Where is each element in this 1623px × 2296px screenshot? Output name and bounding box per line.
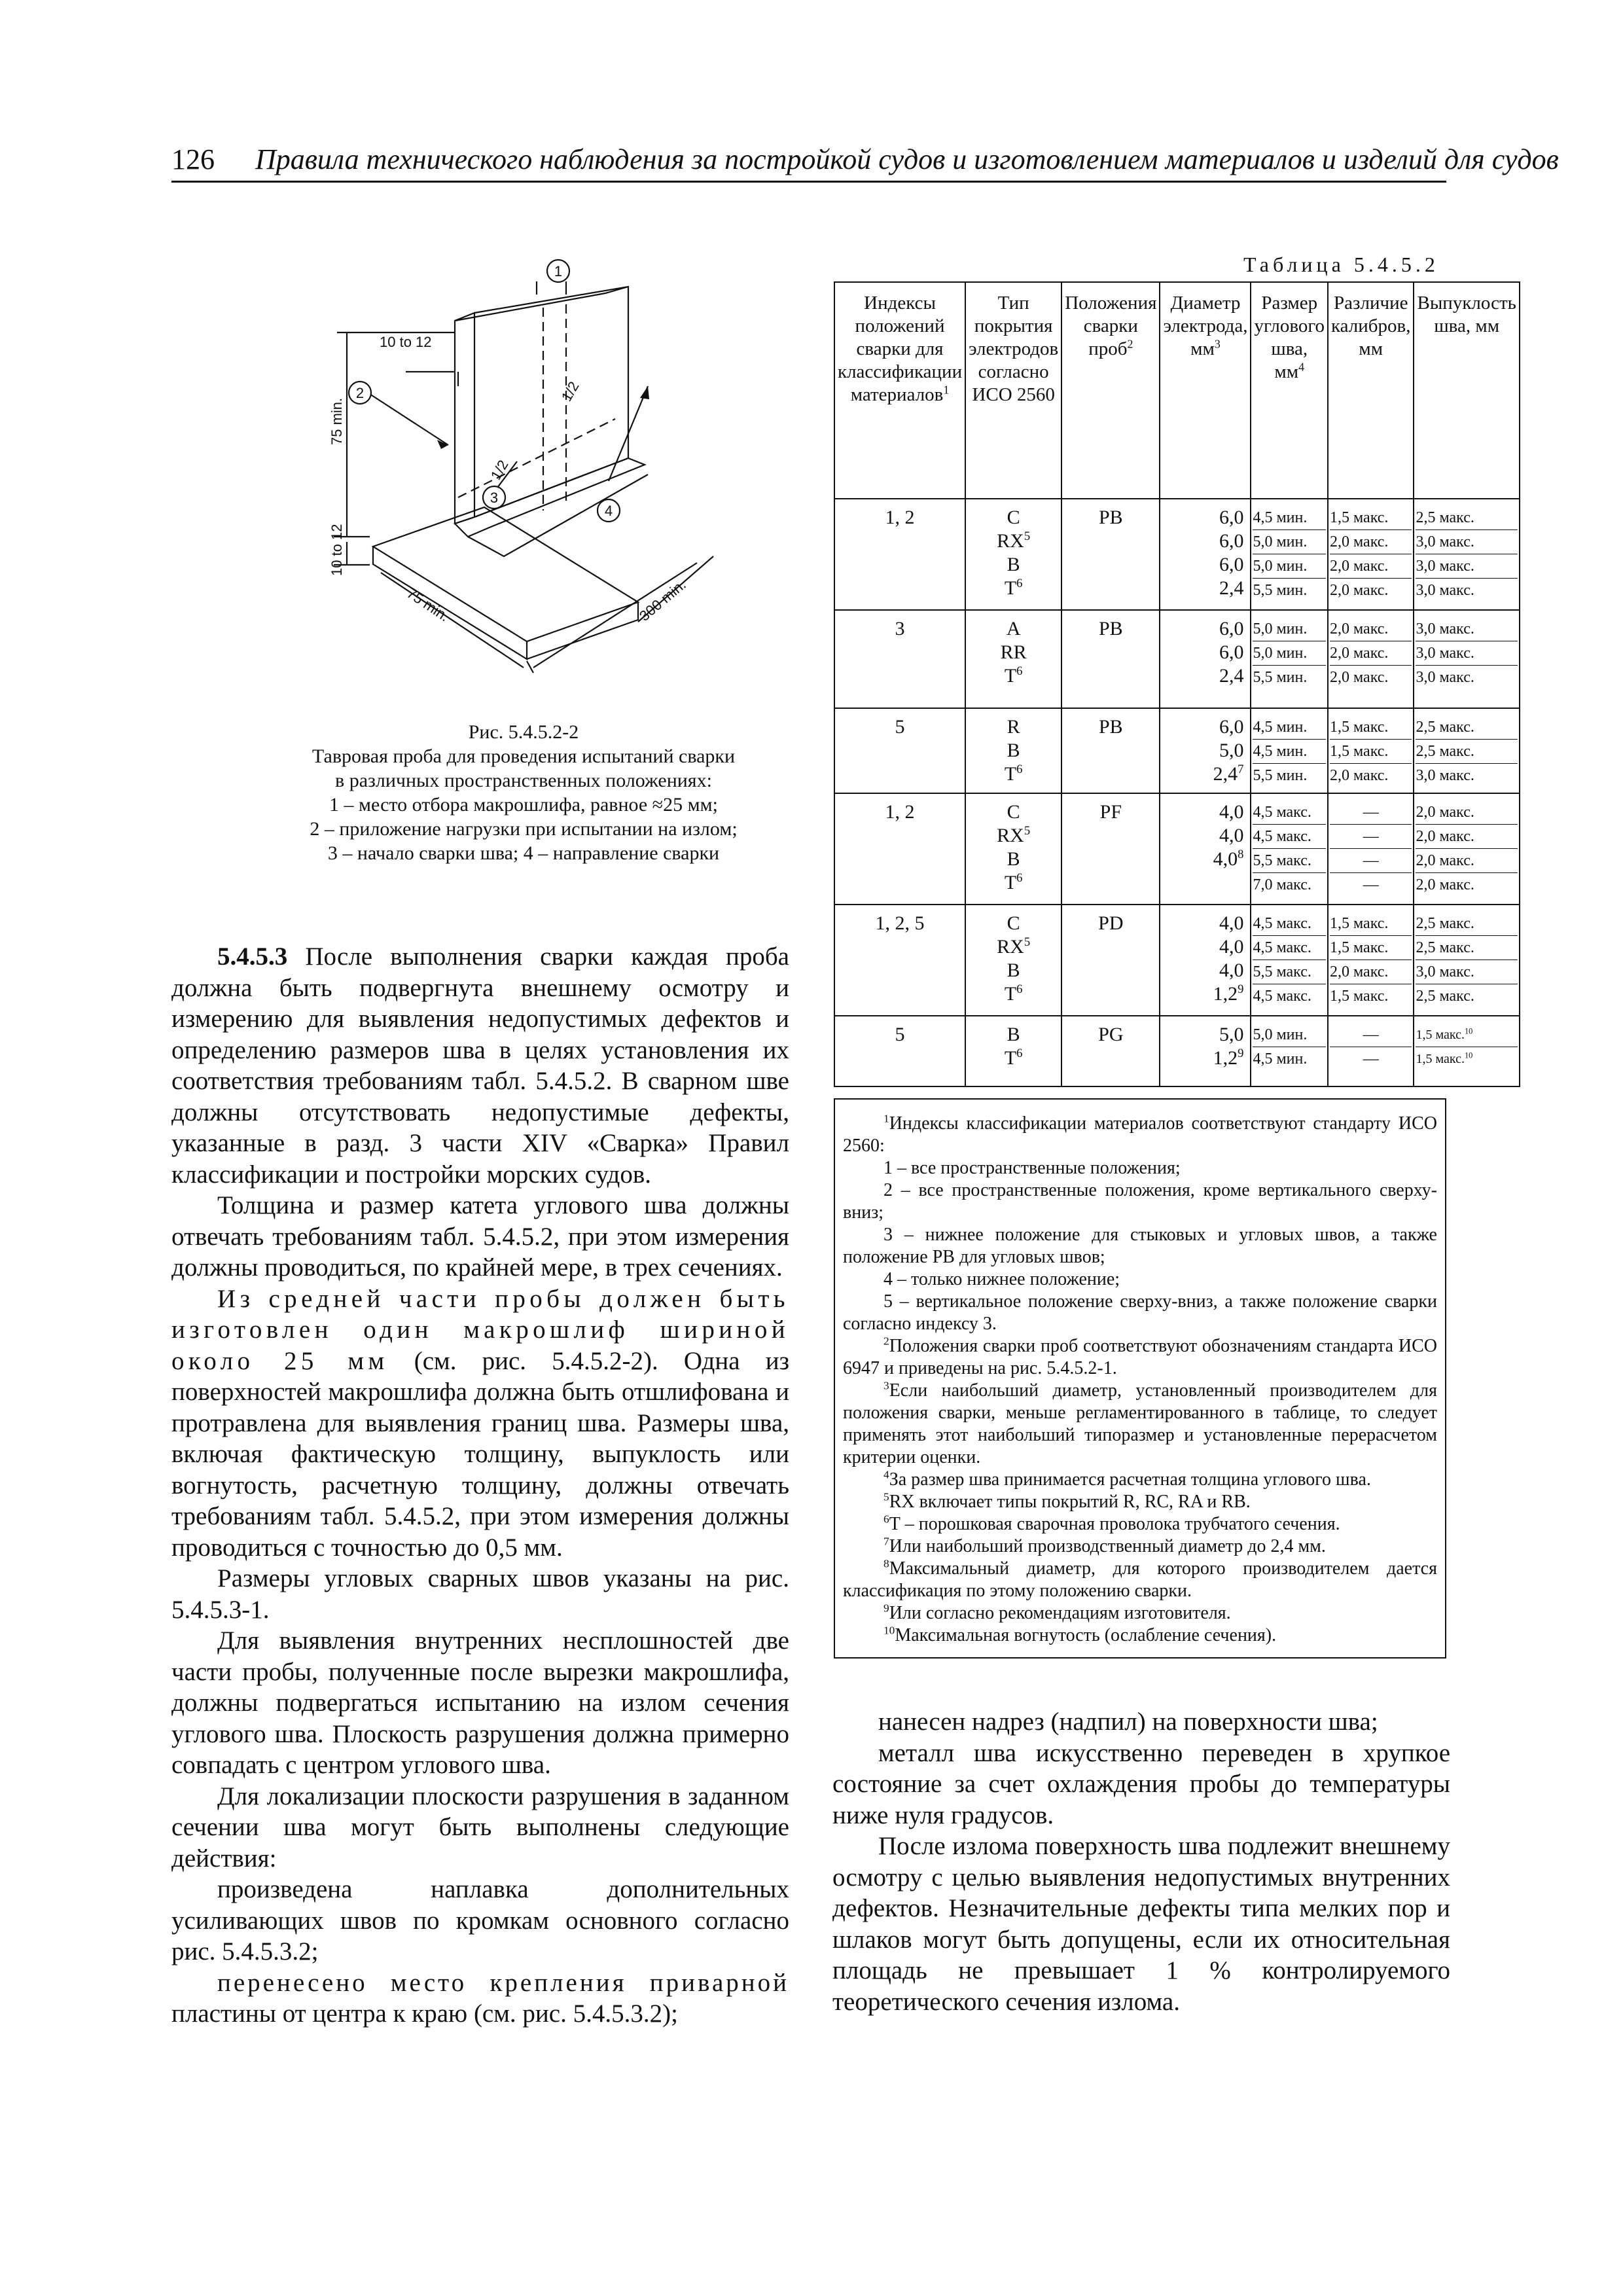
cell-convexity: 2,5 макс. 2,5 макс. 3,0 макс. — [1414, 708, 1519, 793]
cell-convexity: 2,0 макс. 2,0 макс. 2,0 макс. 2,0 макс. — [1414, 793, 1519, 905]
tee-joint-figure — [308, 249, 792, 694]
footnote: $^3$Если наибольший диаметр, установленный производителем для положения сварки, меньше регламентированного в таблице, то следует применять этот наибольший типоразмер и установленные перерасчетом критерии оценки. — [843, 1379, 1437, 1467]
cell-size: 4,5 мин. 5,0 мин. 5,0 мин. 5,5 мин. — [1251, 499, 1328, 610]
cell-diameter: 5,0 $1,2^9$ — [1160, 1016, 1251, 1086]
table-row — [834, 708, 1520, 793]
footnote: 1 – все пространственные положения; — [883, 1158, 1181, 1178]
cell-index: 1, 2 — [834, 793, 965, 905]
paragraph: произведена наплавка дополнительных усиливающих швов по кромкам основного согласно рис. 5.4.5.3.2; — [171, 1875, 789, 1965]
welding-spec-table — [834, 281, 1520, 1087]
cell-convexity: 2,5 макс. 2,5 макс. 3,0 макс. 2,5 макс. — [1414, 905, 1519, 1016]
cell-types: C $RX^5$ B $T^6$ — [965, 905, 1061, 1016]
paragraph: Из средней части пробы должен быть изготовлен один макрошлиф шириной около 25 мм (см. рис. 5.4.5.2-2). Одна из поверхностей макрошлифа должна быть отшлифована и протравлена для выявления границ шва. Размеры шва, включая фактическую толщину, выпуклость или вогнутость, расчетную толщину, должны отвечать требованиям табл. 5.4.5.2, при этом измерения должны проводиться с точностью до 0,5 мм. — [171, 1284, 789, 1562]
cell-diameter: 4,0 4,0 $4,0^8$ — [1160, 793, 1251, 905]
header-cell: Выпуклость шва, мм — [1414, 282, 1519, 499]
paragraph: После излома поверхность шва подлежит внешнему осмотру с целью выявления недопустимых внутренних дефектов. Незначительные дефекты типа мелких пор и шлаков могут быть допущены, если их относительная площадь не превышает 1 % контролируемого теоретического сечения излома. — [832, 1832, 1450, 2016]
table-row — [834, 1016, 1520, 1086]
cell-index: 5 — [834, 1016, 965, 1086]
cell-size: 4,5 мин. 4,5 мин. 5,5 мин. — [1251, 708, 1328, 793]
caption-line: 2 – приложение нагрузки при испытании на излом; — [310, 818, 738, 840]
cell-position: PF — [1061, 793, 1160, 905]
paragraph: Для выявления внутренних несплошностей две части пробы, полученные после вырезки макрошлифа, должны подвергаться испытанию на излом сечения углового шва. Плоскость разрушения должна примерно совпадать с центром углового шва. — [171, 1626, 789, 1779]
cell-size: 5,0 мин. 5,0 мин. 5,5 мин. — [1251, 610, 1328, 708]
cell-size: 4,5 макс. 4,5 макс. 5,5 макс. 7,0 макс. — [1251, 793, 1328, 905]
cell-index: 1, 2 — [834, 499, 965, 610]
cell-size: 5,0 мин. 4,5 мин. — [1251, 1016, 1328, 1086]
table-row — [834, 793, 1520, 905]
footnote: $^2$Положения сварки проб соответствуют обозначениям стандарта ИСО 6947 и приведены на рис. 5.4.5.2-1. — [843, 1335, 1437, 1378]
header-rule — [171, 181, 1446, 183]
dim-300min: 300 min. — [636, 576, 689, 624]
running-title: Правила технического наблюдения за постройкой судов и изготовлением материалов и изделий для судов — [255, 143, 1559, 175]
caption-line: 1 – место отбора макрошлифа, равное ≈25 мм; — [329, 794, 718, 816]
cell-position: PG — [1061, 1016, 1160, 1086]
table-header-row — [834, 282, 1520, 499]
paragraph: металл шва искусственно переведен в хрупкое состояние за счет охлаждения пробы до температуры ниже нуля градусов. — [832, 1738, 1450, 1829]
table-footnotes — [834, 1098, 1446, 1659]
cell-types: R B $T^6$ — [965, 708, 1061, 793]
paragraph: 5.4.5.3 После выполнения сварки каждая проба должна быть подвергнута внешнему осмотру и измерению для выявления недопустимых дефектов и определению размеров шва в целях установления их соответствия требованиям табл. 5.4.5.2. В сварном шве должны отсутствовать недопустимые дефекты, указанные в разд. 3 части XIV «Сварка» Правил классификации и постройки морских судов. — [171, 942, 789, 1189]
paragraph: нанесен надрез (надпил) на поверхности шва; — [878, 1708, 1378, 1736]
cell-types: C $RX^5$ B $T^6$ — [965, 793, 1061, 905]
cell-diameter: 6,0 6,0 6,0 2,4 — [1160, 499, 1251, 610]
caption-line: Тавровая проба для проведения испытаний сварки — [312, 745, 736, 767]
cell-position: PB — [1061, 708, 1160, 793]
header-cell: Диаметр электрода, $мм^3$ — [1160, 282, 1251, 499]
dim-10to12-side: 10 to 12 — [329, 524, 345, 576]
header-cell: Индексы положений сварки для классификации материалов$^1$ — [834, 282, 965, 499]
header-cell: Тип покрытия электродов согласно ИСО 2560 — [965, 282, 1061, 499]
cell-types: A RR $T^6$ — [965, 610, 1061, 708]
cell-diff: 1,5 макс. 1,5 макс. 2,0 макс. 1,5 макс. — [1328, 905, 1414, 1016]
footnote: 3 – нижнее положение для стыковых и угловых швов, а также положение PB для угловых швов; — [843, 1225, 1437, 1267]
page-number: 126 — [171, 143, 215, 175]
cell-position: PD — [1061, 905, 1160, 1016]
caption-line: 3 – начало сварки шва; 4 – направление сварки — [327, 842, 720, 864]
callout-2: 2 — [355, 385, 365, 401]
table-row — [834, 499, 1520, 610]
header-cell: Различие калибров, мм — [1328, 282, 1414, 499]
table-row — [834, 610, 1520, 708]
cell-diff: 1,5 макс. 1,5 макс. 2,0 макс. — [1328, 708, 1414, 793]
paragraph: Толщина и размер катета углового шва должны отвечать требованиям табл. 5.4.5.2, при этом измерения должны проводиться, по крайней мере, в трех сечениях. — [171, 1191, 789, 1282]
cell-index: 1, 2, 5 — [834, 905, 965, 1016]
cell-index: 5 — [834, 708, 965, 793]
header-cell: Размер углового шва, $мм^4$ — [1251, 282, 1328, 499]
cell-diff: 2,0 макс. 2,0 макс. 2,0 макс. — [1328, 610, 1414, 708]
caption-line: в различных пространственных положениях: — [335, 770, 712, 791]
paragraph: Для локализации плоскости разрушения в заданном сечении шва могут быть выполнены следующие действия: — [171, 1782, 789, 1873]
dim-75min: 75 min. — [329, 397, 345, 445]
label-half-2: 1/2 — [487, 457, 512, 483]
cell-types: C $RX^5$ B $T^6$ — [965, 499, 1061, 610]
header-cell: Положения сварки проб$^2$ — [1061, 282, 1160, 499]
right-column-text — [832, 1706, 1450, 2017]
cell-index: 3 — [834, 610, 965, 708]
footnote: $^9$Или согласно рекомендациям изготовителя. — [883, 1602, 1231, 1623]
cell-types: B $T^6$ — [965, 1016, 1061, 1086]
footnote: 4 – только нижнее положение; — [883, 1269, 1120, 1289]
cell-position: PB — [1061, 499, 1160, 610]
section-number: 5.4.5.3 — [217, 942, 288, 971]
dim-10to12-top: 10 to 12 — [380, 334, 432, 350]
footnote: $^1$Индексы классификации материалов соответствуют стандарту ИСО 2560: — [843, 1112, 1437, 1156]
cell-diameter: 4,0 4,0 4,0 $1,2^9$ — [1160, 905, 1251, 1016]
label-half-1: 1/2 — [558, 378, 582, 404]
dim-75min-bottom: 75 min. — [404, 584, 453, 625]
footnote: $^8$Максимальный диаметр, для которого производителем дается классификация по этому положению сварки. — [843, 1557, 1437, 1601]
cell-diameter: 6,0 6,0 2,4 — [1160, 610, 1251, 708]
callout-1: 1 — [554, 263, 563, 279]
footnote: 2 – все пространственные положения, кроме вертикального сверху-вниз; — [843, 1180, 1437, 1223]
footnote: $^{10}$Максимальная вогнутость (ослабление сечения). — [883, 1624, 1277, 1645]
cell-convexity: 3,0 макс. 3,0 макс. 3,0 макс. — [1414, 610, 1519, 708]
left-column-text — [171, 941, 789, 2030]
caption-title: Рис. 5.4.5.2-2 — [468, 721, 579, 743]
cell-convexity: 1,5 макс.$^{10}$ 1,5 макс.$^{10}$ — [1414, 1016, 1519, 1086]
footnote: 5 – вертикальное положение сверху-вниз, а также положение сварки согласно индексу 3. — [843, 1291, 1437, 1334]
footnote: $^5$RX включает типы покрытий R, RC, RA и RB. — [883, 1490, 1251, 1512]
footnote: $^4$За размер шва принимается расчетная толщина углового шва. — [883, 1468, 1371, 1490]
table-row — [834, 905, 1520, 1016]
cell-diff: 1,5 макс. 2,0 макс. 2,0 макс. 2,0 макс. — [1328, 499, 1414, 610]
callout-4: 4 — [604, 503, 613, 519]
paragraph: Размеры угловых сварных швов указаны на рис. 5.4.5.3-1. — [171, 1564, 789, 1624]
callout-3: 3 — [490, 490, 499, 506]
figure-caption — [196, 720, 851, 865]
cell-diff: — — — [1328, 1016, 1414, 1086]
cell-convexity: 2,5 макс. 3,0 макс. 3,0 макс. 3,0 макс. — [1414, 499, 1519, 610]
table-title: Таблица 5.4.5.2 — [1243, 253, 1439, 276]
cell-diameter: 6,0 5,0 $2,4^7$ — [1160, 708, 1251, 793]
cell-position: PB — [1061, 610, 1160, 708]
footnote: $^6$Т – порошковая сварочная проволока трубчатого сечения. — [883, 1513, 1340, 1534]
footnote: $^7$Или наибольший производственный диаметр до 2,4 мм. — [883, 1535, 1326, 1556]
paragraph: перенесено место крепления приварной пластины от центра к краю (см. рис. 5.4.5.3.2); — [171, 1968, 789, 2028]
cell-size: 4,5 макс. 4,5 макс. 5,5 макс. 4,5 макс. — [1251, 905, 1328, 1016]
cell-diff: — — — — — [1328, 793, 1414, 905]
